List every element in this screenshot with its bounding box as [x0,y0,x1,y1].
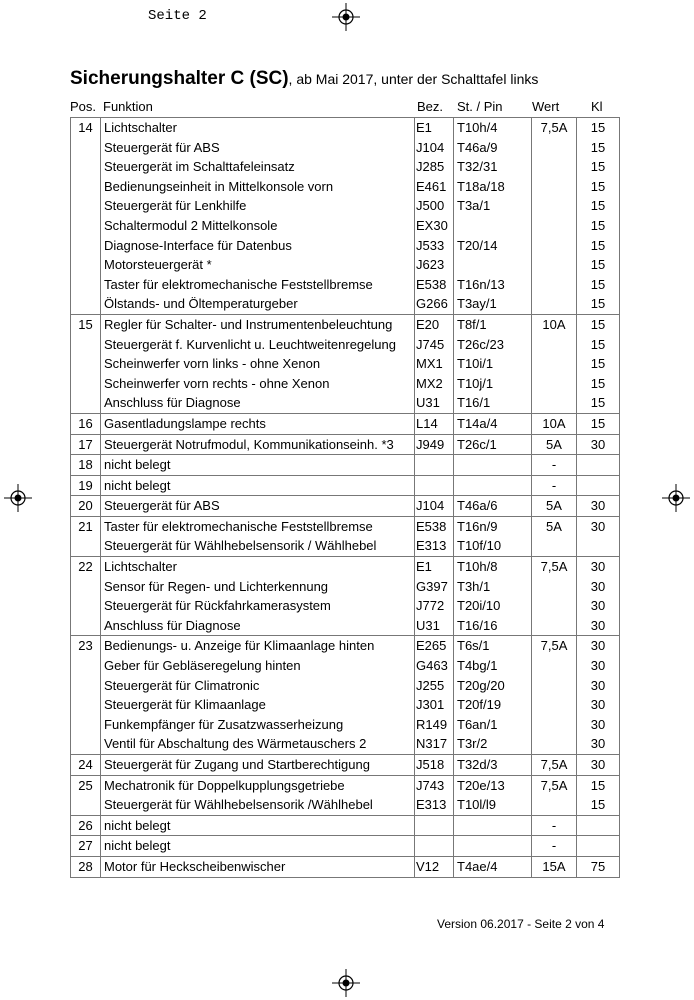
table-row [71,755,620,776]
cell-wert [532,656,577,676]
table-row [71,275,620,295]
table-row [71,596,620,616]
cell-bez: J772 [415,596,454,616]
cell-wert: - [532,836,577,857]
table-row [71,177,620,197]
cell-bez: J518 [415,755,454,776]
table-row [71,335,620,355]
cell-wert: - [532,455,577,476]
table-row [71,354,620,374]
cell-st-pin: T26c/1 [454,434,532,455]
cell-kl: 30 [577,434,620,455]
table-row [71,836,620,857]
cell-wert [532,294,577,314]
cell-kl [577,475,620,496]
cell-wert [532,715,577,735]
cell-kl: 15 [577,393,620,413]
cell-funktion: Steuergerät für Zugang und Startberechtigung [101,755,415,776]
table-row [71,815,620,836]
cell-st-pin: T16/1 [454,393,532,413]
cell-funktion: Bedienungseinheit in Mittelkonsole vorn [101,177,415,197]
table-row [71,795,620,815]
header-funktion: Funktion [103,99,153,114]
registration-mark-icon [332,969,360,997]
cell-bez: E313 [415,536,454,556]
cell-st-pin: T16n/9 [454,516,532,536]
table-row [71,455,620,476]
title-main: Sicherungshalter C (SC) [70,68,289,89]
cell-bez [415,455,454,476]
cell-bez: J255 [415,676,454,696]
cell-bez: J533 [415,236,454,256]
fuse-table-body [71,118,620,878]
table-row [71,636,620,656]
table-row [71,434,620,455]
cell-st-pin [454,455,532,476]
cell-kl: 15 [577,138,620,158]
cell-kl: 15 [577,775,620,795]
cell-st-pin: T46a/6 [454,496,532,517]
cell-kl: 30 [577,656,620,676]
table-row [71,216,620,236]
cell-pos: 26 [71,815,101,836]
cell-st-pin: T20/14 [454,236,532,256]
cell-pos [71,695,101,715]
cell-funktion: Steuergerät für Lenkhilfe [101,196,415,216]
cell-funktion: Lichtschalter [101,118,415,138]
cell-st-pin [454,255,532,275]
cell-pos [71,734,101,754]
cell-kl: 15 [577,236,620,256]
cell-pos [71,177,101,197]
table-row [71,676,620,696]
header-kl: Kl [591,99,603,114]
cell-bez: N317 [415,734,454,754]
table-row [71,557,620,577]
cell-kl: 15 [577,413,620,434]
cell-wert [532,354,577,374]
table-row [71,695,620,715]
header-bez: Bez. [417,99,444,114]
cell-st-pin: T6s/1 [454,636,532,656]
cell-kl: 30 [577,496,620,517]
cell-st-pin: T18a/18 [454,177,532,197]
table-row [71,734,620,754]
cell-kl: 15 [577,335,620,355]
cell-funktion: Schaltermodul 2 Mittelkonsole [101,216,415,236]
cell-bez: L14 [415,413,454,434]
table-row [71,393,620,413]
cell-kl [577,815,620,836]
table-row [71,294,620,314]
table-row [71,255,620,275]
cell-funktion: nicht belegt [101,836,415,857]
cell-bez: E20 [415,314,454,334]
cell-pos: 21 [71,516,101,536]
cell-kl [577,455,620,476]
cell-wert [532,236,577,256]
cell-bez: J285 [415,157,454,177]
cell-funktion: nicht belegt [101,815,415,836]
cell-funktion: Funkempfänger für Zusatzwasserheizung [101,715,415,735]
cell-pos: 27 [71,836,101,857]
cell-kl: 15 [577,196,620,216]
cell-st-pin: T16/16 [454,616,532,636]
cell-st-pin: T6an/1 [454,715,532,735]
cell-st-pin: T10f/10 [454,536,532,556]
cell-st-pin: T20i/10 [454,596,532,616]
cell-funktion: Anschluss für Diagnose [101,393,415,413]
cell-kl: 15 [577,294,620,314]
cell-funktion: Steuergerät für Wählhebelsensorik /Wählhebel [101,795,415,815]
cell-funktion: nicht belegt [101,455,415,476]
cell-st-pin: T16n/13 [454,275,532,295]
cell-wert [532,374,577,394]
cell-kl: 30 [577,636,620,656]
cell-bez [415,475,454,496]
cell-pos: 14 [71,118,101,138]
cell-funktion: Steuergerät für ABS [101,138,415,158]
cell-kl: 30 [577,557,620,577]
table-row [71,157,620,177]
cell-kl: 15 [577,275,620,295]
cell-kl: 30 [577,616,620,636]
cell-wert: - [532,815,577,836]
cell-funktion: Mechatronik für Doppelkupplungsgetriebe [101,775,415,795]
table-row [71,536,620,556]
table-row [71,374,620,394]
cell-wert [532,616,577,636]
cell-bez: J500 [415,196,454,216]
cell-bez: J104 [415,496,454,517]
cell-st-pin: T26c/23 [454,335,532,355]
cell-st-pin [454,836,532,857]
cell-kl [577,536,620,556]
cell-bez: G463 [415,656,454,676]
cell-bez: E461 [415,177,454,197]
cell-wert: 5A [532,496,577,517]
table-row [71,314,620,334]
cell-wert: 7,5A [532,636,577,656]
cell-pos [71,536,101,556]
cell-funktion: Sensor für Regen- und Lichterkennung [101,577,415,597]
cell-wert [532,695,577,715]
cell-wert [532,335,577,355]
cell-st-pin: T4bg/1 [454,656,532,676]
cell-pos [71,216,101,236]
cell-st-pin: T20e/13 [454,775,532,795]
cell-bez: U31 [415,616,454,636]
table-row [71,118,620,138]
cell-pos [71,393,101,413]
cell-kl: 15 [577,374,620,394]
cell-st-pin: T3r/2 [454,734,532,754]
cell-st-pin: T4ae/4 [454,856,532,877]
registration-mark-icon [332,3,360,31]
cell-pos [71,157,101,177]
cell-kl: 30 [577,734,620,754]
cell-pos [71,236,101,256]
cell-pos: 19 [71,475,101,496]
cell-wert: 10A [532,413,577,434]
cell-st-pin: T32d/3 [454,755,532,776]
cell-funktion: nicht belegt [101,475,415,496]
cell-st-pin: T20g/20 [454,676,532,696]
page-label: Seite 2 [148,8,207,24]
cell-st-pin: T3a/1 [454,196,532,216]
cell-pos [71,138,101,158]
cell-wert: 7,5A [532,118,577,138]
cell-pos [71,275,101,295]
cell-pos: 24 [71,755,101,776]
cell-funktion: Lichtschalter [101,557,415,577]
cell-wert: 7,5A [532,557,577,577]
cell-bez: MX1 [415,354,454,374]
cell-st-pin: T32/31 [454,157,532,177]
table-row [71,475,620,496]
table-row [71,856,620,877]
cell-pos [71,354,101,374]
cell-kl: 15 [577,118,620,138]
table-row [71,496,620,517]
cell-kl: 30 [577,516,620,536]
cell-funktion: Steuergerät für Climatronic [101,676,415,696]
cell-st-pin: T10h/4 [454,118,532,138]
cell-bez [415,815,454,836]
cell-funktion: Scheinwerfer vorn rechts - ohne Xenon [101,374,415,394]
cell-st-pin: T14a/4 [454,413,532,434]
table-row [71,577,620,597]
cell-funktion: Scheinwerfer vorn links - ohne Xenon [101,354,415,374]
cell-st-pin: T3ay/1 [454,294,532,314]
cell-bez: J301 [415,695,454,715]
cell-pos: 25 [71,775,101,795]
table-row [71,138,620,158]
cell-bez [415,836,454,857]
table-row [71,413,620,434]
cell-funktion: Anschluss für Diagnose [101,616,415,636]
cell-kl: 30 [577,715,620,735]
cell-bez: V12 [415,856,454,877]
cell-funktion: Steuergerät f. Kurvenlicht u. Leuchtweitenregelung [101,335,415,355]
cell-wert [532,216,577,236]
cell-kl [577,836,620,857]
registration-mark-icon [4,484,32,512]
cell-wert: 5A [532,516,577,536]
cell-bez: J743 [415,775,454,795]
cell-st-pin: T46a/9 [454,138,532,158]
footer-version: Version 06.2017 - Seite 2 von 4 [437,917,605,931]
cell-pos [71,656,101,676]
cell-bez: EX30 [415,216,454,236]
cell-wert [532,676,577,696]
cell-pos: 16 [71,413,101,434]
cell-funktion: Gasentladungslampe rechts [101,413,415,434]
header-pos: Pos. [70,99,97,114]
cell-pos [71,616,101,636]
cell-pos [71,196,101,216]
cell-st-pin: T10l/l9 [454,795,532,815]
cell-pos: 18 [71,455,101,476]
cell-bez: MX2 [415,374,454,394]
cell-wert [532,157,577,177]
cell-wert [532,196,577,216]
cell-kl: 30 [577,695,620,715]
cell-funktion: Steuergerät für ABS [101,496,415,517]
cell-bez: J623 [415,255,454,275]
cell-bez: E265 [415,636,454,656]
header-st-pin: St. / Pin [457,99,503,114]
cell-wert [532,795,577,815]
cell-bez: U31 [415,393,454,413]
cell-wert: 10A [532,314,577,334]
cell-st-pin [454,216,532,236]
cell-pos [71,596,101,616]
cell-wert [532,393,577,413]
cell-kl: 30 [577,755,620,776]
cell-bez: E1 [415,118,454,138]
cell-funktion: Diagnose-Interface für Datenbus [101,236,415,256]
cell-bez: G397 [415,577,454,597]
cell-wert: 7,5A [532,755,577,776]
cell-pos: 23 [71,636,101,656]
cell-wert [532,177,577,197]
table-row [71,516,620,536]
cell-pos [71,335,101,355]
cell-kl: 15 [577,177,620,197]
cell-funktion: Motor für Heckscheibenwischer [101,856,415,877]
cell-bez: E1 [415,557,454,577]
cell-st-pin [454,815,532,836]
cell-funktion: Steuergerät für Klimaanlage [101,695,415,715]
header-wert: Wert [532,99,560,114]
cell-st-pin: T3h/1 [454,577,532,597]
table-row [71,196,620,216]
table-row [71,775,620,795]
cell-funktion: Taster für elektromechanische Feststellbremse [101,516,415,536]
cell-bez: E538 [415,275,454,295]
cell-funktion: Steuergerät Notrufmodul, Kommunikationseinh. *3 [101,434,415,455]
cell-pos: 22 [71,557,101,577]
cell-pos [71,676,101,696]
cell-bez: R149 [415,715,454,735]
fuse-table [70,117,620,878]
cell-wert [532,577,577,597]
cell-wert [532,536,577,556]
cell-kl: 15 [577,795,620,815]
registration-mark-icon [662,484,690,512]
cell-bez: J104 [415,138,454,158]
cell-wert: - [532,475,577,496]
cell-kl: 15 [577,157,620,177]
cell-wert [532,275,577,295]
cell-kl: 75 [577,856,620,877]
cell-funktion: Steuergerät für Rückfahrkamerasystem [101,596,415,616]
cell-st-pin: T20f/19 [454,695,532,715]
cell-st-pin: T10h/8 [454,557,532,577]
cell-pos [71,715,101,735]
cell-st-pin: T8f/1 [454,314,532,334]
cell-pos: 15 [71,314,101,334]
cell-wert [532,138,577,158]
cell-kl: 15 [577,216,620,236]
cell-pos [71,255,101,275]
cell-st-pin: T10i/1 [454,354,532,374]
cell-funktion: Steuergerät im Schalttafeleinsatz [101,157,415,177]
cell-kl: 15 [577,314,620,334]
cell-kl: 15 [577,354,620,374]
cell-pos [71,374,101,394]
cell-wert: 7,5A [532,775,577,795]
table-row [71,656,620,676]
cell-st-pin [454,475,532,496]
cell-kl: 30 [577,596,620,616]
cell-pos [71,795,101,815]
title-subtitle: , ab Mai 2017, unter der Schalttafel links [288,71,539,87]
page-title [70,68,538,90]
cell-wert: 5A [532,434,577,455]
cell-wert [532,734,577,754]
cell-bez: J949 [415,434,454,455]
cell-bez: G266 [415,294,454,314]
cell-wert [532,255,577,275]
cell-pos: 20 [71,496,101,517]
table-row [71,616,620,636]
cell-bez: E313 [415,795,454,815]
cell-kl: 30 [577,676,620,696]
cell-funktion: Motorsteuergerät * [101,255,415,275]
cell-kl: 30 [577,577,620,597]
cell-bez: E538 [415,516,454,536]
cell-pos: 28 [71,856,101,877]
cell-pos [71,294,101,314]
cell-kl: 15 [577,255,620,275]
cell-funktion: Taster für elektromechanische Feststellbremse [101,275,415,295]
cell-pos: 17 [71,434,101,455]
cell-pos [71,577,101,597]
table-row [71,715,620,735]
cell-wert [532,596,577,616]
cell-funktion: Steuergerät für Wählhebelsensorik / Wählhebel [101,536,415,556]
cell-funktion: Regler für Schalter- und Instrumentenbeleuchtung [101,314,415,334]
cell-bez: J745 [415,335,454,355]
cell-funktion: Geber für Gebläseregelung hinten [101,656,415,676]
table-row [71,236,620,256]
cell-st-pin: T10j/1 [454,374,532,394]
cell-wert: 15A [532,856,577,877]
cell-funktion: Ventil für Abschaltung des Wärmetauschers 2 [101,734,415,754]
cell-funktion: Bedienungs- u. Anzeige für Klimaanlage hinten [101,636,415,656]
cell-funktion: Ölstands- und Öltemperaturgeber [101,294,415,314]
